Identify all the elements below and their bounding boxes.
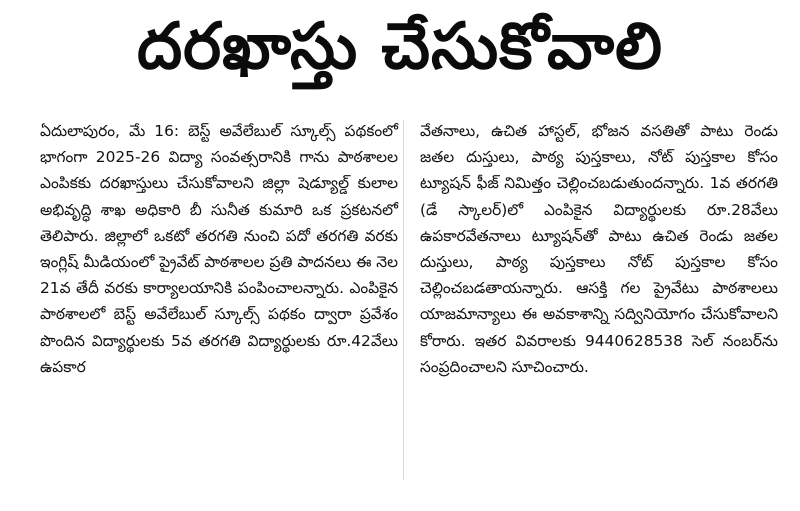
article-text-right: వేతనాలు, ఉచిత హాస్టల్, భోజన వసతితో పాటు రెండు జతల దుస్తులు, పాఠ్య పుస్తకాలు, నోట్ పుస్తకాల కోసం ట్యూషన్ ఫీజ్ నిమిత్తం చెల్లించబడుతుందన్నారు. 1వ తరగతి (డే స్కాలర్)లో ఎంపికైన విద్యార్థులకు రూ.28వేలు ఉపకారవేతనాలు ట్యూషన్‌తో పాటు ఉచిత రెండు జతల దుస్తులు, పాఠ్య పుస్తకాలు నోట్ పుస్తకాల కోసం చెల్లించబడతాయన్నారు. ఆసక్తి గల ప్రైవేటు పాఠశాలలు యాజమాన్యాలు ఈ అవకాశాన్ని సద్వినియోగం చేసుకోవాలని కోరారు. ఇతర వివరాలకు 9440628538 సెల్ నంబర్‌ను సంప్రదించాలని సూచించారు. xyxy=(420,122,778,376)
article-column-left xyxy=(40,118,398,380)
column-divider xyxy=(403,120,404,480)
headline: దరఖాస్తు చేసుకోవాలి xyxy=(136,9,664,84)
article-text-left: ఏదులాపురం, మే 16: బెస్ట్ అవేలేబుల్ స్కూల్స్ పథకంలో భాగంగా 2025-26 విద్యా సంవత్సరానికి గాను పాఠశాలల ఎంపికకు దరఖాస్తులు చేసుకోవాలని జిల్లా షెడ్యూల్డ్ కులాల అభివృద్ధి శాఖ అధికారి బీ సునీత కుమారి ఒక ప్రకటనలో తెలిపారు. జిల్లాలో ఒకటో తరగతి నుంచి పదో తరగతి వరకు ఇంగ్లిష్ మీడియంలో ప్రైవేట్ పాఠశాలల ప్రతి పాదనలు ఈ నెల 21వ తేదీ వరకు కార్యాలయానికి పంపించాలన్నారు. ఎంపికైన పాఠశాలలో బెస్ట్ అవేలేబుల్ స్కూల్స్ పథకం ద్వారా ప్రవేశం పొందిన విద్యార్థులకు 5వ తరగతి విద్యార్థులకు రూ.42వేలు ఉపకార xyxy=(40,122,398,376)
article-column-right xyxy=(420,118,778,380)
